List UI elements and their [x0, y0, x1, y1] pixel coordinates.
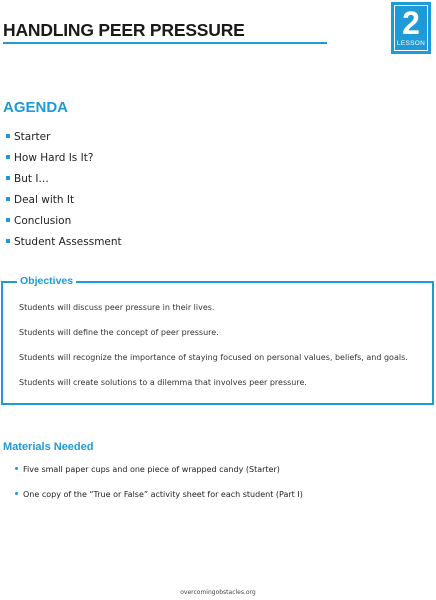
agenda-item	[6, 129, 122, 150]
objective-item: Students will create solutions to a dilemma that involves peer pressure.	[19, 378, 307, 387]
agenda-item	[6, 171, 122, 192]
page-title: HANDLING PEER PRESSURE	[3, 20, 245, 40]
square-bullet-icon	[6, 239, 10, 243]
title-underline	[3, 42, 327, 44]
materials-item	[15, 489, 303, 514]
round-bullet-icon	[15, 492, 18, 495]
footer-website: overcomingobstacles.org	[180, 589, 256, 596]
materials-item-label: Five small paper cups and one piece of wrapped candy (Starter)	[23, 465, 280, 474]
lesson-badge-frame	[394, 5, 428, 51]
objectives-list	[19, 302, 408, 402]
agenda-item-label: Deal with It	[14, 194, 75, 206]
materials-list	[15, 464, 303, 514]
square-bullet-icon	[6, 197, 10, 201]
square-bullet-icon	[6, 134, 10, 138]
agenda-item	[6, 150, 122, 171]
square-bullet-icon	[6, 155, 10, 159]
materials-item-label: One copy of the “True or False” activity sheet for each student (Part I)	[23, 490, 303, 499]
agenda-list	[6, 129, 122, 255]
objectives-box	[1, 275, 434, 405]
agenda-heading: AGENDA	[3, 99, 69, 116]
objective-item: Students will discuss peer pressure in their lives.	[19, 303, 215, 312]
agenda-item-label: Student Assessment	[14, 236, 122, 248]
agenda-item	[6, 192, 122, 213]
agenda-item-label: Conclusion	[14, 215, 72, 227]
materials-item	[15, 464, 303, 489]
materials-heading: Materials Needed	[3, 441, 94, 453]
objective-item: Students will recognize the importance of staying focused on personal values, beliefs, and goals.	[19, 353, 408, 362]
objective-item: Students will define the concept of peer pressure.	[19, 328, 219, 337]
agenda-item-label: How Hard Is It?	[14, 152, 94, 164]
agenda-item-label: But I…	[14, 173, 49, 185]
lesson-badge	[391, 2, 431, 54]
round-bullet-icon	[15, 467, 18, 470]
square-bullet-icon	[6, 176, 10, 180]
agenda-item-label: Starter	[14, 131, 51, 143]
lesson-number: 2	[402, 5, 420, 41]
lesson-label: LESSON	[396, 40, 426, 47]
square-bullet-icon	[6, 218, 10, 222]
objectives-heading: Objectives	[17, 274, 76, 288]
agenda-item	[6, 234, 122, 255]
agenda-item	[6, 213, 122, 234]
